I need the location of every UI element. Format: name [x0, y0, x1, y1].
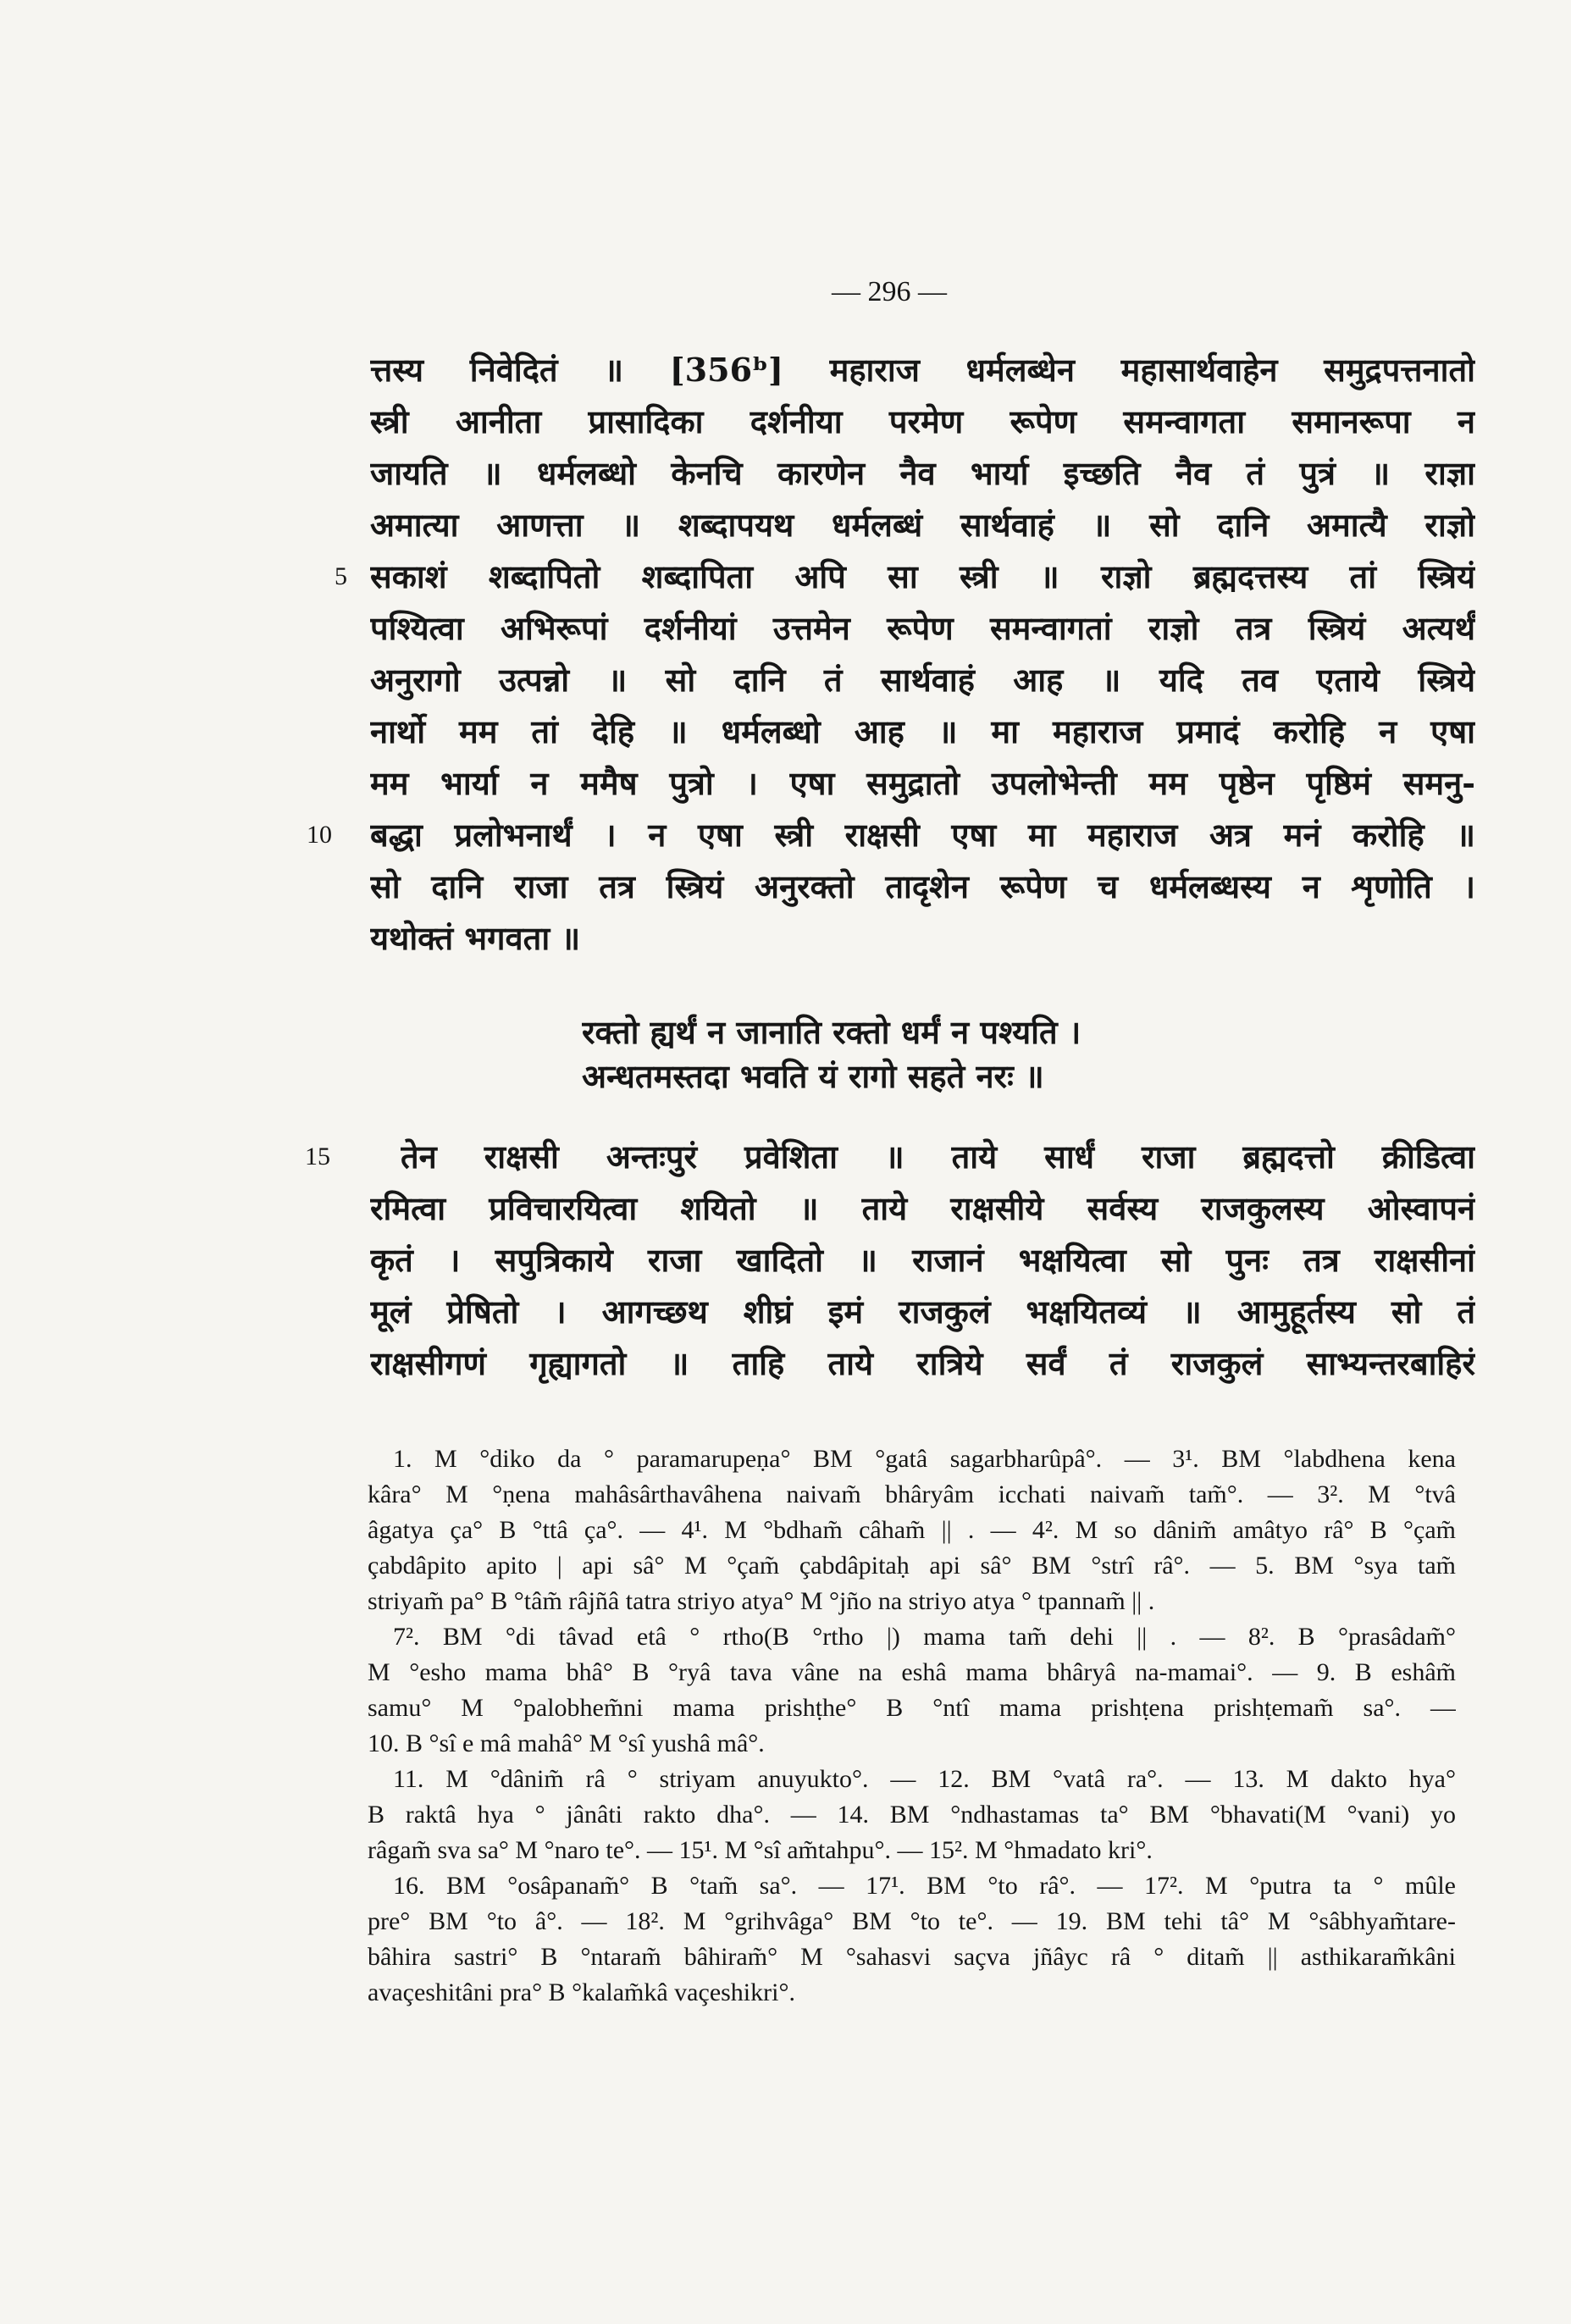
text-line: अमात्या आणत्ता ॥ शब्दापयथ धर्मलब्धं सार्थवाहं ॥ सो दानि अमात्यै राज्ञो	[370, 506, 1475, 544]
footnote-line: âgatya ça° B °ttâ ça°. — 4¹. M °bdham̃ câham̃ || . — 4². M so dânim̃ amâtyo râ° B °çam̃	[368, 1516, 1456, 1544]
verse-line: रक्तो ह्यर्थं न जानाति रक्तो धर्मं न पश्यति ।	[582, 1013, 1081, 1051]
footnote-line: 1. M °diko da ° paramarupeṇa° BM °gatâ sagarbharûpâ°. — 3¹. BM °labdhena kena	[393, 1445, 1456, 1473]
footnote-line: B raktâ hya ° jânâti rakto dha°. — 14. BM °ndhastamas ta° BM °bhavati(M °vani) yo	[368, 1801, 1456, 1829]
footnote-line: avaçeshitâni pra° B °kalam̃kâ vaçeshikri°.	[368, 1978, 795, 2006]
text-line: जायति ॥ धर्मलब्धो केनचि कारणेन नैव भार्या इच्छति नैव तं पुत्रं ॥ राज्ञा	[370, 454, 1475, 492]
text-line: मम भार्या न ममैष पुत्रो । एषा समुद्रातो उपलोभेन्ती मम पृष्ठेन पृष्ठिमं समनु-	[370, 764, 1475, 802]
footnote-line: râgam̃ sva sa° M °naro te°. — 15¹. M °sî am̃tahpu°. — 15². M °hmadato kri°.	[368, 1836, 1153, 1864]
footnote-line: striyam̃ pa° B °tâm̃ râjñâ tatra striyo atya° M °jño na striyo atya ° tpannam̃ || .	[368, 1587, 1155, 1615]
text-line: कृतं । सपुत्रिकाये राजा खादितो ॥ राजानं भक्षयित्वा सो पुनः तत्र राक्षसीनां	[370, 1241, 1475, 1279]
line-number-10: 10	[307, 821, 332, 849]
footnote-line: M °esho mama bhâ° B °ryâ tava vâne na eshâ mama bhâryâ na-mamai°. — 9. B eshâm̃	[368, 1658, 1456, 1686]
text-line: रमित्वा प्रविचारयित्वा शयितो ॥ ताये राक्षसीये सर्वस्य राजकुलस्य ओस्वापनं	[370, 1189, 1475, 1227]
line-number-5: 5	[335, 562, 347, 590]
verse-line: अन्धतमस्तदा भवति यं रागो सहते नरः ॥	[582, 1057, 1044, 1095]
text-line: राक्षसीगणं गृह्यागतो ॥ ताहि ताये रात्रिये सर्वं तं राजकुलं साभ्यन्तरबाहिरं	[370, 1344, 1475, 1382]
footnote-line: bâhira sastri° B °ntaram̃ bâhiram̃° M °sahasvi saçva jñâyc râ ° ditam̃ || asthikaram̃kâni	[368, 1943, 1456, 1971]
footnote-line: 7². BM °di tâvad etâ ° rtho(B °rtho |) mama tam̃ dehi || . — 8². B °prasâdam̃°	[393, 1623, 1456, 1651]
footnote-line: kâra° M °ṇena mahâsârthavâhena naivam̃ bhâryâm icchati naivam̃ tam̃°. — 3². M °tvâ	[368, 1480, 1456, 1508]
text-line: तेन राक्षसी अन्तःपुरं प्रवेशिता ॥ ताये सार्धं राजा ब्रह्मदत्तो क्रीडित्वा	[401, 1137, 1475, 1176]
text-line: मूलं प्रेषितो । आगच्छथ शीघ्रं इमं राजकुलं भक्षयितव्यं ॥ आमुहूर्तस्य सो तं	[370, 1292, 1475, 1331]
footnote-line: çabdâpito apito | api sâ° M °çam̃ çabdâpitaḥ api sâ° BM °strî râ°. — 5. BM °sya tam̃	[368, 1552, 1456, 1580]
page-number: — 296 —	[832, 276, 947, 307]
footnote-line: 16. BM °osâpanam̃° B °tam̃ sa°. — 17¹. BM °to râ°. — 17². M °putra ta ° mûle	[393, 1872, 1456, 1900]
text-line: स्त्री आनीता प्रासादिका दर्शनीया परमेण रूपेण समन्वागता समानरूपा न	[370, 402, 1475, 440]
footnote-line: 10. B °sî e mâ mahâ° M °sî yushâ mâ°.	[368, 1729, 765, 1757]
text-line: सकाशं शब्दापितो शब्दापिता अपि सा स्त्री ॥ राज्ञो ब्रह्मदत्तस्य तां स्त्रियं	[370, 557, 1475, 595]
text-line: पश्यित्वा अभिरूपां दर्शनीयां उत्तमेन रूपेण समन्वागतां राज्ञो तत्र स्त्रियं अत्यर्थं	[370, 609, 1475, 647]
line-number-15: 15	[305, 1143, 330, 1170]
footnote-line: samu° M °palobhem̃ni mama prishṭhe° B °ntî mama prishṭena prishṭemam̃ sa°. —	[368, 1694, 1456, 1722]
footnote-line: 11. M °dânim̃ râ ° striyam anuyukto°. — 12. BM °vatâ ra°. — 13. M dakto hya°	[393, 1765, 1456, 1793]
text-line: यथोक्तं भगवता ॥	[370, 919, 581, 957]
text-line: सो दानि राजा तत्र स्त्रियं अनुरक्तो तादृशेन रूपेण च धर्मलब्धस्य न शृणोति ।	[370, 867, 1475, 905]
footnote-line: pre° BM °to â°. — 18². M °grihvâga° BM °to te°. — 19. BM tehi tâ° M °sâbhyam̃tare-	[368, 1907, 1456, 1935]
text-line: त्तस्य निवेदितं ॥ [356ᵇ] महाराज धर्मलब्धेन महासार्थवाहेन समुद्रपत्तनातो	[370, 351, 1475, 389]
text-line: नार्थो मम तां देहि ॥ धर्मलब्धो आह ॥ मा महाराज प्रमादं करोहि न एषा	[370, 712, 1475, 750]
text-line: बद्धा प्रलोभनार्थं । न एषा स्त्री राक्षसी एषा मा महाराज अत्र मनं करोहि ॥	[370, 816, 1475, 854]
text-line: अनुरागो उत्पन्नो ॥ सो दानि तं सार्थवाहं आह ॥ यदि तव एताये स्त्रिये	[370, 661, 1475, 699]
